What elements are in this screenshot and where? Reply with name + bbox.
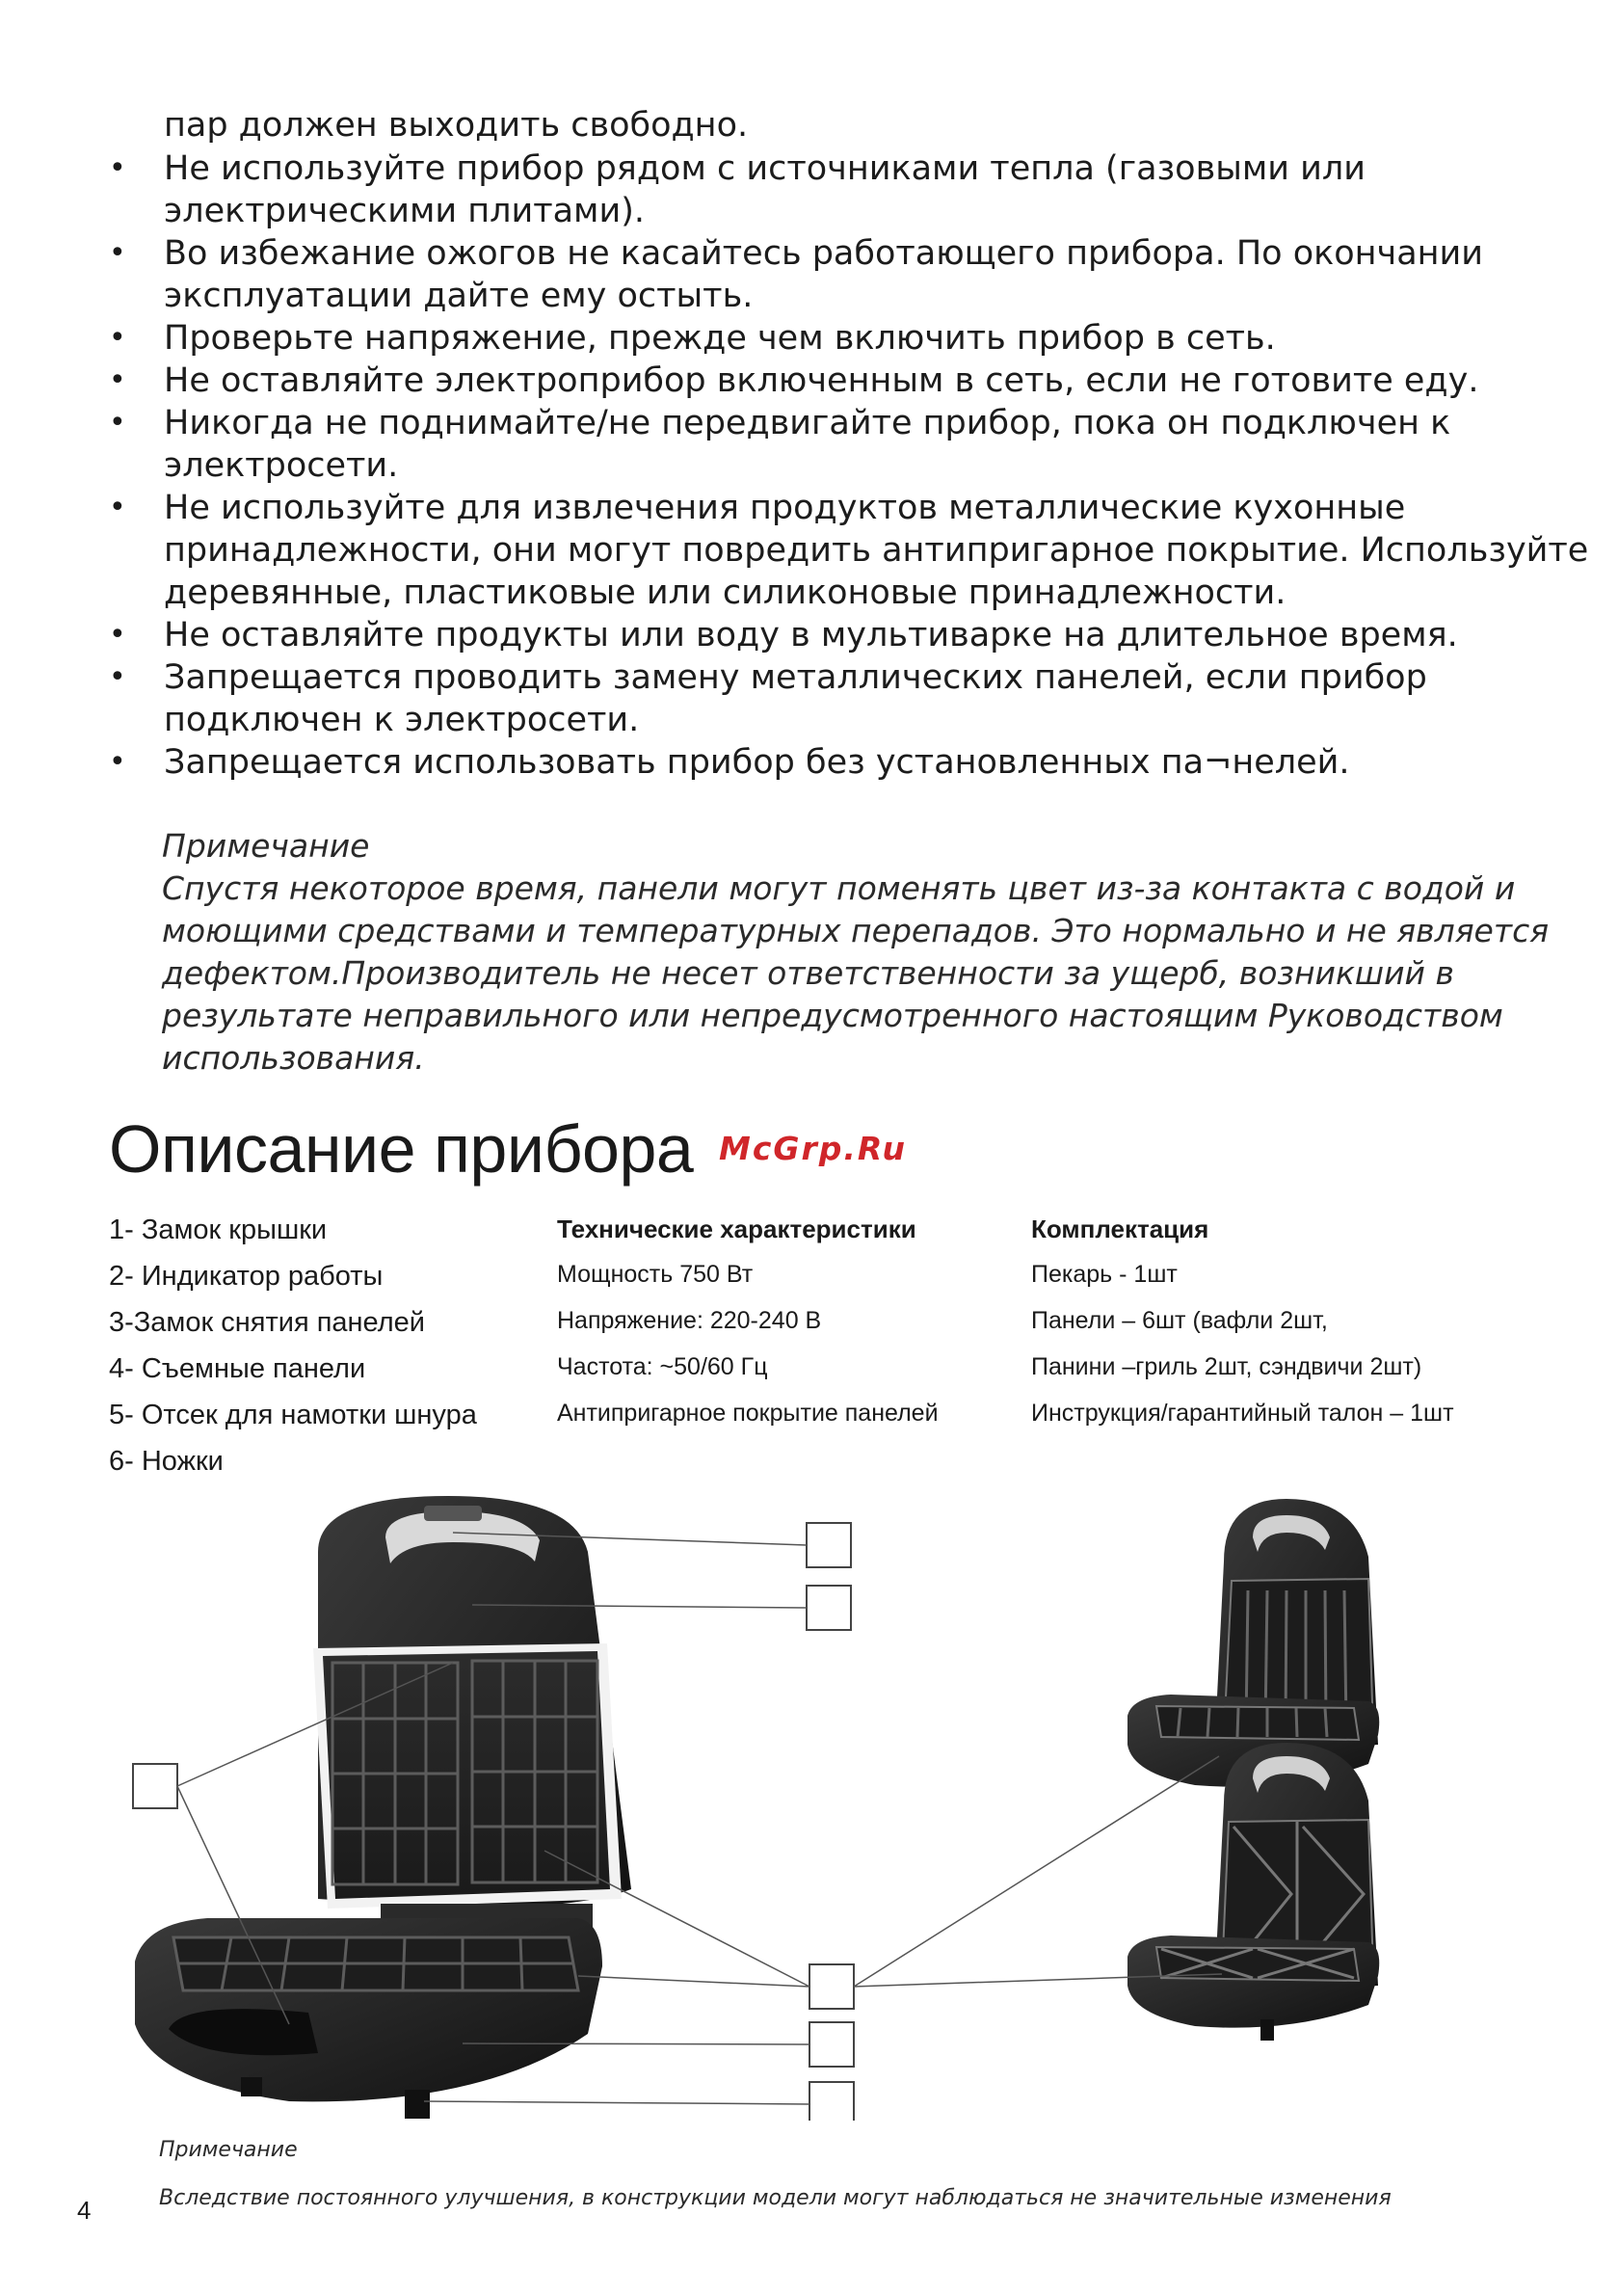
kit-title: Комплектация [1031, 1215, 1209, 1243]
watermark: McGrp.Ru [719, 1130, 908, 1167]
bullet-marker: • [109, 236, 126, 270]
part-item: 6- Ножки [109, 1446, 224, 1477]
bullet-continuation: пар должен выходить свободно. [164, 106, 749, 145]
kit-item: Панели – 6шт (вафли 2шт, [1031, 1307, 1328, 1334]
part-item: 5- Отсек для намотки шнура [109, 1400, 477, 1430]
note-line: Спустя некоторое время, панели могут поменять цвет из-за контакта с водой и [162, 869, 1516, 907]
footer-note-title: Примечание [159, 2138, 298, 2162]
bullet-item: Во избежание ожогов не касайтесь работающего прибора. По окончании [164, 234, 1484, 273]
sandwich-variant [1127, 1743, 1379, 2041]
appliance-diagram [0, 1484, 1618, 2121]
part-item: 4- Съемные панели [109, 1353, 366, 1384]
page-number: 4 [77, 2196, 92, 2225]
bullet-marker: • [109, 363, 126, 397]
spec-item: Частота: ~50/60 Гц [557, 1353, 768, 1380]
bullet-marker: • [109, 745, 126, 779]
bullet-item: эксплуатации дайте ему остыть. [164, 277, 754, 315]
bullet-item: Никогда не поднимайте/не передвигайте прибор, пока он подключен к [164, 404, 1451, 442]
bullet-marker: • [109, 321, 126, 355]
bullet-item: электрическими плитами). [164, 192, 645, 230]
spec-item: Антипригарное покрытие панелей [557, 1400, 939, 1427]
part-item: 2- Индикатор работы [109, 1261, 384, 1292]
note-line: моющими средствами и температурных перепадов. Это нормально и не является [162, 912, 1550, 949]
note-line: использования. [162, 1039, 425, 1077]
note-line: результате неправильного или непредусмотренного настоящим Руководством [162, 997, 1503, 1034]
bullet-item: Не оставляйте электроприбор включенным в сеть, если не готовите еду. [164, 361, 1479, 400]
bullet-item: Запрещается проводить замену металлических панелей, если прибор [164, 658, 1427, 697]
bullet-item: деревянные, пластиковые или силиконовые принадлежности. [164, 574, 1286, 612]
spec-item: Мощность 750 Вт [557, 1261, 754, 1288]
bullet-item: Не используйте для извлечения продуктов металлические кухонные [164, 489, 1406, 527]
bullet-item: электросети. [164, 446, 399, 485]
specs-title: Технические характеристики [557, 1215, 916, 1243]
bullet-item: принадлежности, они могут повредить антипригарное покрытие. Используйте [164, 531, 1589, 570]
part-item: 3-Замок снятия панелей [109, 1307, 425, 1338]
section-title: Описание прибора [109, 1111, 694, 1187]
bullet-item: подключен к электросети. [164, 701, 640, 739]
bullet-marker: • [109, 406, 126, 440]
kit-item: Инструкция/гарантийный талон – 1шт [1031, 1400, 1454, 1427]
kit-item: Панини –гриль 2шт, сэндвичи 2шт) [1031, 1353, 1422, 1380]
waffle-maker-main [135, 1496, 631, 2119]
bullet-marker: • [109, 618, 126, 652]
bullet-marker: • [109, 491, 126, 524]
note-line: дефектом.Производитель не несет ответственности за ущерб, возникший в [162, 954, 1454, 992]
bullet-item: Не используйте прибор рядом с источниками тепла (газовыми или [164, 149, 1366, 188]
bullet-item: Запрещается использовать прибор без установленных па¬нелей. [164, 743, 1350, 782]
footer-note-text: Вследствие постоянного улучшения, в конструкции модели могут наблюдаться не значительные изменения [159, 2186, 1392, 2210]
bullet-marker: • [109, 660, 126, 694]
bullet-item: Не оставляйте продукты или воду в мультиварке на длительное время. [164, 616, 1458, 654]
note-title: Примечание [162, 827, 370, 865]
kit-item: Пекарь - 1шт [1031, 1261, 1178, 1288]
spec-item: Напряжение: 220-240 В [557, 1307, 822, 1334]
part-item: 1- Замок крышки [109, 1215, 328, 1245]
bullet-marker: • [109, 151, 126, 185]
bullet-item: Проверьте напряжение, прежде чем включить прибор в сеть. [164, 319, 1276, 358]
